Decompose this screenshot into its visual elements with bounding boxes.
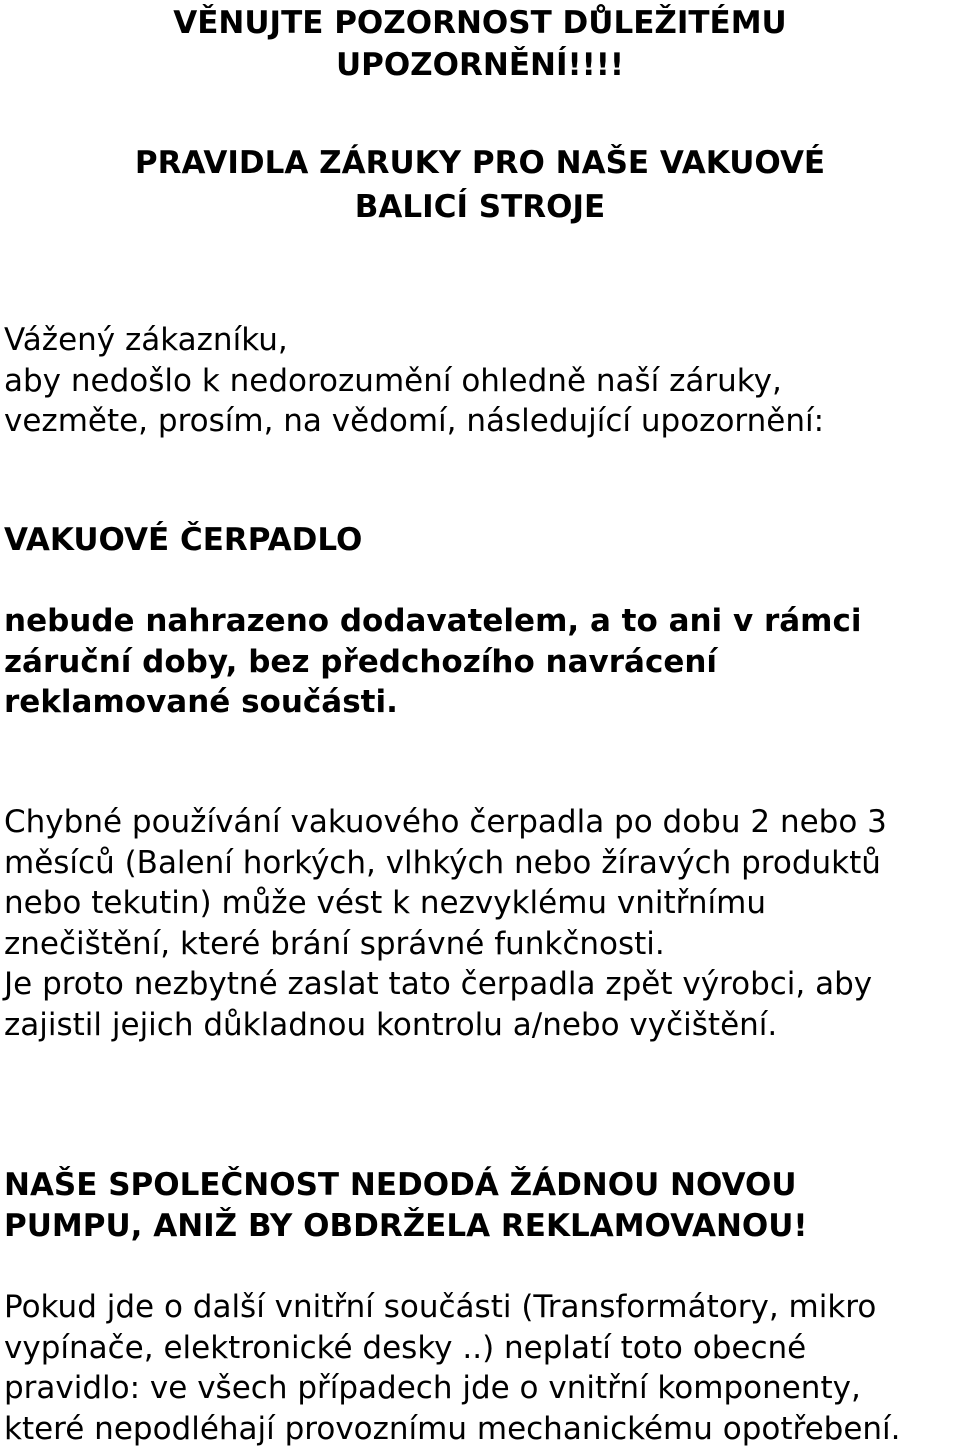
pump-statement-line: záruční doby, bez předchozího navrácení [4, 643, 718, 680]
warranty-rules-title [0, 141, 960, 229]
pump-statement-line: reklamované součásti. [4, 684, 398, 720]
warning-heading-line: VĚNUJTE POZORNOST DŮLEŽITÉMU [173, 5, 787, 41]
company-warning-line: PUMPU, ANIŽ BY OBDRŽELA REKLAMOVANOU! [4, 1207, 808, 1244]
vacuum-pump-heading: VAKUOVÉ ČERPADLO [4, 522, 363, 558]
misuse-line: zajistil jejich důkladnou kontrolu a/nebo vyčištění. [4, 1006, 778, 1043]
other-parts-line: pravidlo: ve všech případech jde o vnitřní komponenty, [4, 1370, 861, 1406]
salutation-paragraph [4, 320, 824, 442]
salutation-line: Vážený zákazníku, [4, 322, 288, 358]
misuse-paragraph [4, 802, 887, 1045]
misuse-line: Je proto nezbytné zaslat tato čerpadla zpět výrobci, aby [4, 966, 873, 1002]
pump-replacement-statement [4, 601, 861, 723]
warranty-rules-title-line: PRAVIDLA ZÁRUKY PRO NAŠE VAKUOVÉ [134, 145, 826, 181]
other-parts-line: vypínače, elektronické desky ..) neplatí toto obecné [4, 1329, 807, 1366]
misuse-line: znečištění, které brání správné funkčnosti. [4, 925, 665, 962]
warning-heading-line: UPOZORNĚNÍ!!!! [335, 47, 625, 83]
other-parts-paragraph [4, 1287, 901, 1449]
warranty-rules-title-line: BALICÍ STROJE [354, 189, 606, 225]
company-warning-line: NAŠE SPOLEČNOST NEDODÁ ŽÁDNOU NOVOU [4, 1167, 797, 1203]
misuse-line: nebo tekutin) může vést k nezvyklému vnitřnímu [4, 885, 766, 921]
other-parts-line: které nepodléhají provoznímu mechanickému opotřebení. [4, 1410, 901, 1447]
warning-heading [0, 2, 960, 86]
other-parts-line: Pokud jde o další vnitřní součásti (Transformátory, mikro [4, 1289, 877, 1325]
misuse-line: měsíců (Balení horkých, vlhkých nebo žíravých produktů [4, 844, 881, 881]
company-warning [4, 1165, 808, 1246]
pump-statement-line: nebude nahrazeno dodavatelem, a to ani v rámci [4, 603, 862, 639]
misuse-line: Chybné používání vakuového čerpadla po dobu 2 nebo 3 [4, 804, 887, 840]
salutation-line: vezměte, prosím, na vědomí, následující upozornění: [4, 403, 825, 439]
salutation-line: aby nedošlo k nedorozumění ohledně naší záruky, [4, 362, 782, 399]
